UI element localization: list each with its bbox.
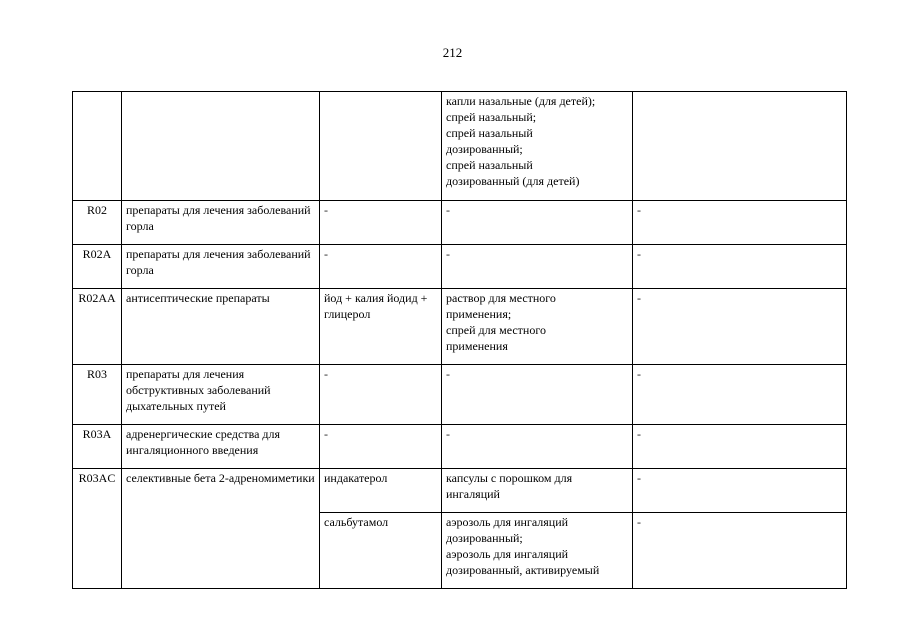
- extra-cell: -: [633, 365, 847, 425]
- table-row: [73, 245, 847, 289]
- dosage-forms-cell: [442, 513, 633, 589]
- dosage-forms-cell: [442, 469, 633, 513]
- table-row: [73, 425, 847, 469]
- substance-cell: -: [320, 365, 442, 425]
- pharmacological-group-cell: препараты для лечения заболеваний горла: [122, 245, 320, 289]
- dosage-form-line: аэрозоль для ингаляций: [446, 547, 569, 561]
- atc-code-cell: R02AA: [73, 289, 122, 365]
- atc-code-cell: [73, 92, 122, 201]
- extra-cell: [633, 92, 847, 201]
- dosage-form-line: дозированный (для детей): [446, 174, 580, 188]
- dosage-forms-cell: -: [442, 365, 633, 425]
- table-row: [73, 201, 847, 245]
- dosage-form-line: капсулы с порошком для: [446, 471, 573, 485]
- dosage-form-line: раствор для местного: [446, 291, 556, 305]
- dosage-form-line: спрей назальный: [446, 126, 533, 140]
- atc-code-cell: R03: [73, 365, 122, 425]
- extra-cell: -: [633, 201, 847, 245]
- dosage-forms-cell: [442, 289, 633, 365]
- dosage-form-line: ингаляций: [446, 487, 500, 501]
- atc-code-cell: R02: [73, 201, 122, 245]
- dosage-form-line: аэрозоль для ингаляций: [446, 515, 569, 529]
- extra-cell: -: [633, 425, 847, 469]
- substance-cell: сальбутамол: [320, 513, 442, 589]
- atc-code-cell: R03AC: [73, 469, 122, 589]
- dosage-form-line: дозированный;: [446, 531, 523, 545]
- pharmacological-group-cell: антисептические препараты: [122, 289, 320, 365]
- atc-code-cell: R03A: [73, 425, 122, 469]
- pharmacological-group-cell: препараты для лечения обструктивных заболеваний дыхательных путей: [122, 365, 320, 425]
- atc-code-cell: R02A: [73, 245, 122, 289]
- pharmacological-group-cell: селективные бета 2-адреномиметики: [122, 469, 320, 589]
- dosage-form-line: спрей для местного: [446, 323, 546, 337]
- extra-cell: -: [633, 513, 847, 589]
- dosage-form-line: дозированный;: [446, 142, 523, 156]
- dosage-forms-cell: [442, 92, 633, 201]
- page-number: 212: [442, 45, 463, 60]
- substance-cell: -: [320, 425, 442, 469]
- extra-cell: -: [633, 469, 847, 513]
- dosage-forms-cell: -: [442, 245, 633, 289]
- drug-table: [72, 91, 847, 589]
- pharmacological-group-cell: препараты для лечения заболеваний горла: [122, 201, 320, 245]
- extra-cell: -: [633, 245, 847, 289]
- table-row: [73, 365, 847, 425]
- table-row: [73, 289, 847, 365]
- substance-cell: -: [320, 201, 442, 245]
- pharmacological-group-cell: [122, 92, 320, 201]
- substance-cell: йод + калия йодид + глицерол: [320, 289, 442, 365]
- dosage-forms-cell: -: [442, 201, 633, 245]
- pharmacological-group-cell: адренергические средства для ингаляционного введения: [122, 425, 320, 469]
- dosage-form-line: капли назальные (для детей);: [446, 94, 596, 108]
- dosage-form-line: спрей назальный;: [446, 110, 537, 124]
- dosage-form-line: дозированный, активируемый: [446, 563, 600, 577]
- substance-cell: -: [320, 245, 442, 289]
- substance-cell: [320, 92, 442, 201]
- extra-cell: -: [633, 289, 847, 365]
- substance-cell: индакатерол: [320, 469, 442, 513]
- table-row: [73, 92, 847, 201]
- dosage-forms-cell: -: [442, 425, 633, 469]
- dosage-form-line: применения;: [446, 307, 512, 321]
- dosage-form-line: спрей назальный: [446, 158, 533, 172]
- table-row: [73, 469, 847, 513]
- dosage-form-line: применения: [446, 339, 508, 353]
